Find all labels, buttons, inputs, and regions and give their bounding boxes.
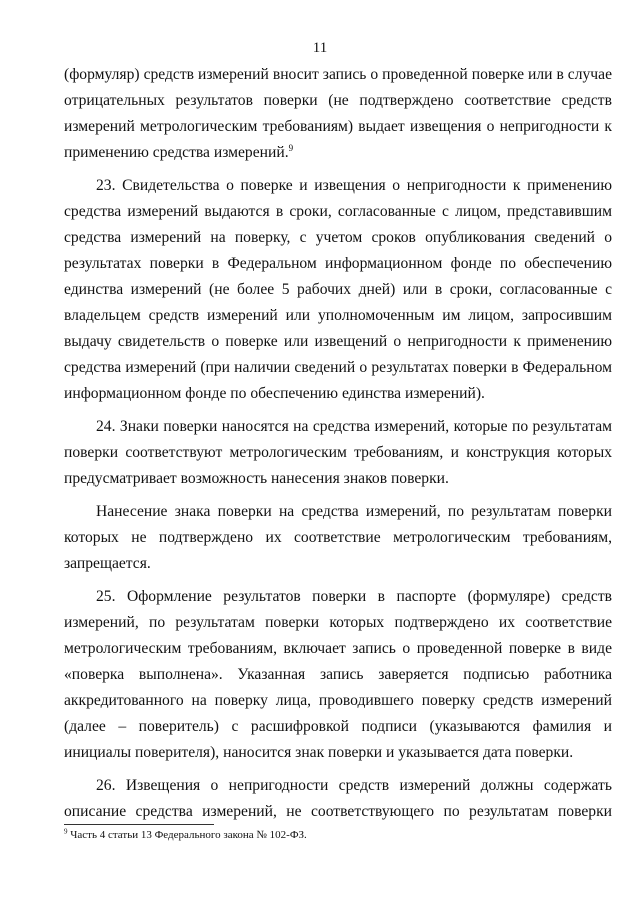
paragraph-24: 24. Знаки поверки наносятся на средства измерений, которые по результатам поверки соответствуют метрологическим требованиям, и конструкция которых предусматривает возможность нанесения знаков поверки. [64, 418, 612, 487]
paragraph-text: (формуляр) средств измерений вносит запись о проведенной поверке или в случае отрицательных результатов поверки (не подтверждено соответствие средств измерений метрологическим требованиям) выдает извещения о непригодности к применению средства измерений. [64, 66, 612, 161]
paragraph-24-continued: Нанесение знака поверки на средства измерений, по результатам поверки которых не подтверждено их соответствие метрологическим требованиям, запрещается. [64, 503, 612, 572]
footnote-reference: 9 [288, 142, 294, 153]
footnote-text: Часть 4 статьи 13 Федерального закона № 102-ФЗ. [70, 829, 307, 841]
paragraph-continuation [64, 62, 612, 166]
footnote-divider [64, 824, 214, 825]
footnote-marker: 9 [64, 827, 68, 836]
footnote [64, 828, 612, 842]
paragraph-23: 23. Свидетельства о поверке и извещения о непригодности к применению средства измерений выдаются в сроки, согласованные с лицом, представившим средства измерений на поверку, с учетом сроков опубликования сведений о результатах поверки в Федеральном информационном фонде по обеспечению единства измерений (не более 5 рабочих дней) или в сроки, согласованные с владельцем средств измерений или уполномоченным им лицом, запросившим выдачу свидетельств о поверке или извещений о непригодности к применению средства измерений (при наличии сведений о результатах поверки в Федеральном информационном фонде по обеспечению единства измерений). [64, 177, 612, 402]
paragraph-25: 25. Оформление результатов поверки в паспорте (формуляре) средств измерений, по результатам поверки которых подтверждено их соответствие метрологическим требованиям, включает запись о проведенной поверке в виде «поверка выполнена». Указанная запись заверяется подписью работника аккредитованного на поверку лица, проводившего поверку средств измерений (далее – поверитель) с расшифровкой подписи (указываются фамилия и инициалы поверителя), наносится знак поверки и указывается дата поверки. [64, 588, 612, 761]
document-body [64, 62, 612, 825]
paragraph-26: 26. Извещения о непригодности средств измерений должны содержать описание средства измерений, не соответствующего по результатам поверки [64, 777, 612, 820]
page-number: 11 [312, 40, 328, 56]
